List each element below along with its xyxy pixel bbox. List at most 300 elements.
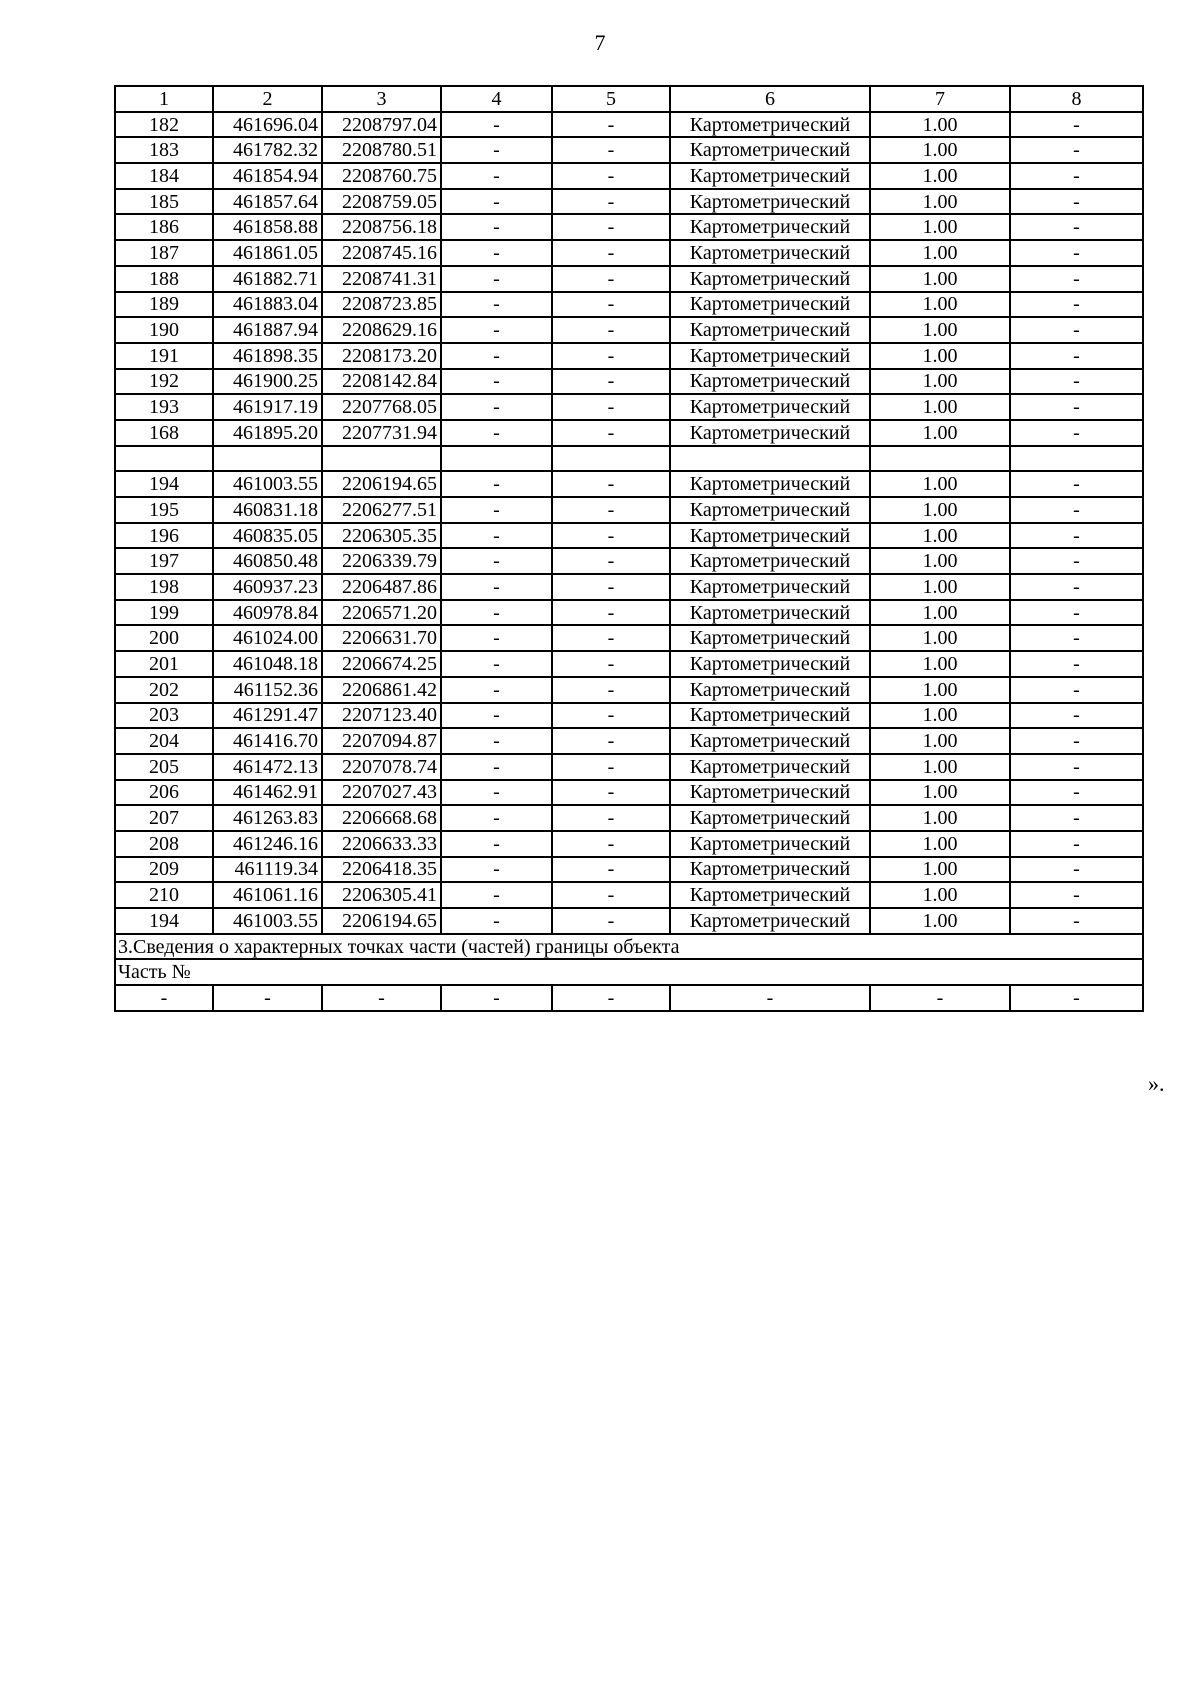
table-cell: 2206631.70 xyxy=(322,625,441,651)
table-cell: - xyxy=(552,497,670,523)
table-cell: 1.00 xyxy=(870,625,1010,651)
table-cell: 191 xyxy=(115,343,213,369)
table-cell: - xyxy=(1010,317,1143,343)
table-cell: 192 xyxy=(115,369,213,395)
table-cell: - xyxy=(1010,754,1143,780)
table-cell: - xyxy=(441,343,552,369)
table-cell: 461263.83 xyxy=(213,805,322,831)
table-cell: - xyxy=(552,189,670,215)
table-cell: - xyxy=(552,985,670,1011)
header-cell: 8 xyxy=(1010,86,1143,112)
table-cell: - xyxy=(441,112,552,138)
table-cell: 189 xyxy=(115,292,213,318)
table-cell: - xyxy=(441,703,552,729)
table-row xyxy=(115,292,1143,318)
table-cell: - xyxy=(552,137,670,163)
table-cell: 2208797.04 xyxy=(322,112,441,138)
table-cell: 186 xyxy=(115,214,213,240)
table-cell: 461462.91 xyxy=(213,780,322,806)
table-cell: 2206861.42 xyxy=(322,677,441,703)
table-cell: Картометрический xyxy=(670,112,870,138)
table-cell: 204 xyxy=(115,728,213,754)
header-cell: 1 xyxy=(115,86,213,112)
table-cell: 187 xyxy=(115,240,213,266)
table-cell: 1.00 xyxy=(870,651,1010,677)
empty-cell xyxy=(1010,446,1143,472)
table-cell: 461696.04 xyxy=(213,112,322,138)
table-cell: Картометрический xyxy=(670,189,870,215)
table-cell: - xyxy=(552,523,670,549)
table-row xyxy=(115,266,1143,292)
table-cell: 2206487.86 xyxy=(322,574,441,600)
table-cell: Картометрический xyxy=(670,523,870,549)
table-cell: 461246.16 xyxy=(213,831,322,857)
table-row xyxy=(115,908,1143,934)
table-cell: 1.00 xyxy=(870,266,1010,292)
table-cell: 1.00 xyxy=(870,831,1010,857)
table-row xyxy=(115,394,1143,420)
table-row xyxy=(115,369,1143,395)
table-cell: 461900.25 xyxy=(213,369,322,395)
table-cell: - xyxy=(1010,728,1143,754)
table-cell: 2207768.05 xyxy=(322,394,441,420)
table-cell: - xyxy=(1010,523,1143,549)
table-cell: 1.00 xyxy=(870,317,1010,343)
table-cell: - xyxy=(441,240,552,266)
table-cell: - xyxy=(552,677,670,703)
table-cell: Картометрический xyxy=(670,471,870,497)
table-cell: 1.00 xyxy=(870,137,1010,163)
table-cell: Картометрический xyxy=(670,625,870,651)
table-cell: Картометрический xyxy=(670,394,870,420)
table-cell: Картометрический xyxy=(670,240,870,266)
table-cell: - xyxy=(441,651,552,677)
table-cell: Картометрический xyxy=(670,214,870,240)
table-cell: 2207731.94 xyxy=(322,420,441,446)
table-cell: Картометрический xyxy=(670,857,870,883)
table-cell: 1.00 xyxy=(870,548,1010,574)
table-cell: 2206305.41 xyxy=(322,882,441,908)
table-cell: 2208142.84 xyxy=(322,369,441,395)
table-cell: 182 xyxy=(115,112,213,138)
closing-quote-mark: ». xyxy=(1148,1071,1165,1096)
table-cell: 1.00 xyxy=(870,471,1010,497)
table-cell: - xyxy=(441,625,552,651)
table-cell: 2208745.16 xyxy=(322,240,441,266)
table-cell: 460831.18 xyxy=(213,497,322,523)
table-cell: - xyxy=(1010,112,1143,138)
table-cell: 461782.32 xyxy=(213,137,322,163)
table-cell: - xyxy=(441,471,552,497)
table-cell: 2208741.31 xyxy=(322,266,441,292)
table-cell: 195 xyxy=(115,497,213,523)
table-cell: 2206339.79 xyxy=(322,548,441,574)
table-cell: - xyxy=(552,240,670,266)
table-cell: - xyxy=(441,985,552,1011)
table-cell: 461024.00 xyxy=(213,625,322,651)
table-cell: - xyxy=(441,600,552,626)
table-cell: 2206194.65 xyxy=(322,471,441,497)
table-cell: Картометрический xyxy=(670,317,870,343)
table-cell: 460835.05 xyxy=(213,523,322,549)
table-cell: 1.00 xyxy=(870,728,1010,754)
table-cell: 460850.48 xyxy=(213,548,322,574)
table-cell: - xyxy=(441,497,552,523)
section-title: 3.Сведения о характерных точках части (частей) границы объекта xyxy=(115,934,1143,960)
table-cell: Картометрический xyxy=(670,163,870,189)
part-row xyxy=(115,985,1143,1011)
table-cell: 2208759.05 xyxy=(322,189,441,215)
empty-cell xyxy=(322,446,441,472)
table-cell: - xyxy=(441,805,552,831)
table-cell: - xyxy=(1010,137,1143,163)
table-cell: 1.00 xyxy=(870,240,1010,266)
table-cell: 461119.34 xyxy=(213,857,322,883)
table-row xyxy=(115,651,1143,677)
table-cell: Картометрический xyxy=(670,497,870,523)
table-cell: 2206674.25 xyxy=(322,651,441,677)
table-cell: - xyxy=(552,805,670,831)
table-cell: - xyxy=(1010,240,1143,266)
empty-cell xyxy=(115,446,213,472)
table-cell: 185 xyxy=(115,189,213,215)
table-cell: 461061.16 xyxy=(213,882,322,908)
table-cell: - xyxy=(441,677,552,703)
table-cell: 1.00 xyxy=(870,497,1010,523)
table-cell: - xyxy=(441,214,552,240)
table-cell: 1.00 xyxy=(870,882,1010,908)
table-cell: 461003.55 xyxy=(213,908,322,934)
table-cell: - xyxy=(552,214,670,240)
table-cell: - xyxy=(441,369,552,395)
table-cell: 1.00 xyxy=(870,754,1010,780)
table-cell: - xyxy=(441,574,552,600)
table-row xyxy=(115,471,1143,497)
table-row xyxy=(115,240,1143,266)
table-cell: 2208760.75 xyxy=(322,163,441,189)
table-cell: - xyxy=(441,394,552,420)
table-cell: 460937.23 xyxy=(213,574,322,600)
table-row xyxy=(115,420,1143,446)
table-row xyxy=(115,857,1143,883)
table-cell: Картометрический xyxy=(670,574,870,600)
table-row xyxy=(115,882,1143,908)
table-cell: - xyxy=(552,857,670,883)
table-cell: Картометрический xyxy=(670,882,870,908)
table-cell: - xyxy=(1010,857,1143,883)
table-cell: 461883.04 xyxy=(213,292,322,318)
table-cell: 202 xyxy=(115,677,213,703)
table-cell: 461152.36 xyxy=(213,677,322,703)
table-cell: 461048.18 xyxy=(213,651,322,677)
table-cell: 1.00 xyxy=(870,600,1010,626)
table-cell: - xyxy=(552,625,670,651)
table-cell: 461472.13 xyxy=(213,754,322,780)
table-cell: 461854.94 xyxy=(213,163,322,189)
table-cell: 1.00 xyxy=(870,214,1010,240)
table-cell: 2207078.74 xyxy=(322,754,441,780)
table-cell: 1.00 xyxy=(870,343,1010,369)
table-cell: - xyxy=(1010,780,1143,806)
table-cell: Картометрический xyxy=(670,908,870,934)
table-cell: - xyxy=(1010,908,1143,934)
table-cell: 461882.71 xyxy=(213,266,322,292)
table-cell: - xyxy=(441,420,552,446)
header-cell: 4 xyxy=(441,86,552,112)
table-row xyxy=(115,754,1143,780)
table-row xyxy=(115,548,1143,574)
page-number: 7 xyxy=(594,30,606,55)
table-cell: - xyxy=(441,857,552,883)
table-cell: - xyxy=(441,882,552,908)
table-cell: 193 xyxy=(115,394,213,420)
table-row xyxy=(115,703,1143,729)
table-cell: 2206668.68 xyxy=(322,805,441,831)
table-cell: - xyxy=(552,292,670,318)
table-cell: - xyxy=(441,163,552,189)
table-cell: 2207094.87 xyxy=(322,728,441,754)
table-cell: 2206305.35 xyxy=(322,523,441,549)
table-cell: Картометрический xyxy=(670,420,870,446)
header-cell: 6 xyxy=(670,86,870,112)
table-cell: 168 xyxy=(115,420,213,446)
header-cell: 7 xyxy=(870,86,1010,112)
part-label-row xyxy=(115,959,1143,985)
table-cell: - xyxy=(1010,163,1143,189)
table-cell: 210 xyxy=(115,882,213,908)
table-cell: - xyxy=(552,574,670,600)
table-cell: - xyxy=(1010,420,1143,446)
header-cell: 2 xyxy=(213,86,322,112)
table-cell: - xyxy=(1010,703,1143,729)
table-cell: - xyxy=(552,728,670,754)
table-cell: 2207123.40 xyxy=(322,703,441,729)
table-cell: 1.00 xyxy=(870,908,1010,934)
table-cell: 209 xyxy=(115,857,213,883)
table-cell: - xyxy=(1010,343,1143,369)
table-cell: - xyxy=(1010,471,1143,497)
table-cell: - xyxy=(441,189,552,215)
section-title-row xyxy=(115,934,1143,960)
table-cell: - xyxy=(552,369,670,395)
table-cell: - xyxy=(441,754,552,780)
table-cell: - xyxy=(1010,394,1143,420)
header-cell: 5 xyxy=(552,86,670,112)
table-cell: - xyxy=(441,317,552,343)
table-cell: 2208173.20 xyxy=(322,343,441,369)
table-cell: - xyxy=(552,780,670,806)
table-cell: - xyxy=(1010,266,1143,292)
table-cell: 188 xyxy=(115,266,213,292)
table-cell: - xyxy=(441,728,552,754)
table-cell: 197 xyxy=(115,548,213,574)
table-cell: - xyxy=(115,985,213,1011)
table-cell: Картометрический xyxy=(670,728,870,754)
table-cell: - xyxy=(1010,805,1143,831)
table-cell: Картометрический xyxy=(670,369,870,395)
table-cell: - xyxy=(1010,189,1143,215)
table-cell: - xyxy=(552,548,670,574)
table-cell: 2206633.33 xyxy=(322,831,441,857)
table-cell: - xyxy=(552,471,670,497)
table-cell: - xyxy=(441,292,552,318)
table-cell: - xyxy=(1010,625,1143,651)
table-cell: 2206277.51 xyxy=(322,497,441,523)
table-row xyxy=(115,625,1143,651)
table-cell: - xyxy=(1010,651,1143,677)
table-cell: 1.00 xyxy=(870,857,1010,883)
table-cell: - xyxy=(441,908,552,934)
table-cell: - xyxy=(441,523,552,549)
table-cell: - xyxy=(552,266,670,292)
table-row xyxy=(115,780,1143,806)
table-cell: 201 xyxy=(115,651,213,677)
table-cell: 190 xyxy=(115,317,213,343)
table-cell: - xyxy=(213,985,322,1011)
table-cell: - xyxy=(1010,214,1143,240)
table-cell: 461857.64 xyxy=(213,189,322,215)
table-cell: - xyxy=(441,831,552,857)
table-cell: 461858.88 xyxy=(213,214,322,240)
table-cell: Картометрический xyxy=(670,677,870,703)
table-row xyxy=(115,728,1143,754)
table-cell: 1.00 xyxy=(870,677,1010,703)
table-cell: - xyxy=(552,317,670,343)
table-cell: - xyxy=(441,548,552,574)
table-row xyxy=(115,189,1143,215)
table-cell: - xyxy=(552,112,670,138)
table-cell: Картометрический xyxy=(670,266,870,292)
table-cell: - xyxy=(870,985,1010,1011)
table-cell: - xyxy=(552,882,670,908)
table-cell: 206 xyxy=(115,780,213,806)
table-cell: 1.00 xyxy=(870,189,1010,215)
table-cell: - xyxy=(1010,985,1143,1011)
table-cell: Картометрический xyxy=(670,805,870,831)
table-row xyxy=(115,214,1143,240)
table-cell: 1.00 xyxy=(870,292,1010,318)
table-row xyxy=(115,805,1143,831)
table-cell: 461416.70 xyxy=(213,728,322,754)
table-cell: 2208756.18 xyxy=(322,214,441,240)
table-cell: 1.00 xyxy=(870,780,1010,806)
coordinates-table xyxy=(114,85,1144,1012)
table-cell: - xyxy=(1010,369,1143,395)
table-cell: Картометрический xyxy=(670,651,870,677)
table-cell: 1.00 xyxy=(870,523,1010,549)
table-cell: - xyxy=(552,831,670,857)
table-row xyxy=(115,317,1143,343)
table-cell: - xyxy=(1010,497,1143,523)
empty-cell xyxy=(870,446,1010,472)
table-cell: - xyxy=(1010,677,1143,703)
table-cell: 184 xyxy=(115,163,213,189)
table-cell: 2206418.35 xyxy=(322,857,441,883)
table-row xyxy=(115,677,1143,703)
table-row xyxy=(115,497,1143,523)
table-cell: Картометрический xyxy=(670,292,870,318)
table-cell: 1.00 xyxy=(870,420,1010,446)
empty-cell xyxy=(213,446,322,472)
header-row xyxy=(115,86,1143,112)
table-cell: 1.00 xyxy=(870,574,1010,600)
table-cell: Картометрический xyxy=(670,831,870,857)
table-cell: - xyxy=(1010,292,1143,318)
table-row xyxy=(115,137,1143,163)
table-cell: 460978.84 xyxy=(213,600,322,626)
table-cell: Картометрический xyxy=(670,754,870,780)
table-cell: - xyxy=(1010,831,1143,857)
table-cell: - xyxy=(670,985,870,1011)
table-cell: 199 xyxy=(115,600,213,626)
empty-cell xyxy=(441,446,552,472)
table-cell: 194 xyxy=(115,471,213,497)
table-cell: - xyxy=(552,394,670,420)
table-cell: - xyxy=(552,163,670,189)
table-cell: 205 xyxy=(115,754,213,780)
table-cell: 198 xyxy=(115,574,213,600)
table-cell: - xyxy=(1010,600,1143,626)
table-cell: 2208723.85 xyxy=(322,292,441,318)
table-row xyxy=(115,523,1143,549)
part-label: Часть № xyxy=(115,959,1143,985)
empty-cell xyxy=(552,446,670,472)
table-row xyxy=(115,574,1143,600)
table-cell: - xyxy=(552,420,670,446)
table-cell: - xyxy=(552,703,670,729)
table-cell: 208 xyxy=(115,831,213,857)
table-cell: 2208780.51 xyxy=(322,137,441,163)
table-cell: Картометрический xyxy=(670,343,870,369)
table-cell: Картометрический xyxy=(670,600,870,626)
table-cell: 2206194.65 xyxy=(322,908,441,934)
table-cell: - xyxy=(552,651,670,677)
table-cell: - xyxy=(441,780,552,806)
table-cell: 1.00 xyxy=(870,703,1010,729)
table-cell: 200 xyxy=(115,625,213,651)
table-cell: 2207027.43 xyxy=(322,780,441,806)
table-cell: - xyxy=(441,137,552,163)
empty-cell xyxy=(670,446,870,472)
table-cell: 2208629.16 xyxy=(322,317,441,343)
table-cell: 461291.47 xyxy=(213,703,322,729)
table-row xyxy=(115,600,1143,626)
table-cell: 461003.55 xyxy=(213,471,322,497)
table-body xyxy=(115,86,1143,1011)
table-cell: - xyxy=(441,266,552,292)
separator-row xyxy=(115,446,1143,472)
table-row xyxy=(115,112,1143,138)
table-cell: - xyxy=(552,754,670,780)
table-cell: - xyxy=(322,985,441,1011)
table-cell: 183 xyxy=(115,137,213,163)
table-cell: 1.00 xyxy=(870,805,1010,831)
table-cell: - xyxy=(1010,574,1143,600)
table-cell: - xyxy=(1010,548,1143,574)
table-cell: 194 xyxy=(115,908,213,934)
table-cell: 2206571.20 xyxy=(322,600,441,626)
table-cell: 207 xyxy=(115,805,213,831)
table-cell: 1.00 xyxy=(870,112,1010,138)
table-cell: 203 xyxy=(115,703,213,729)
table-cell: 1.00 xyxy=(870,394,1010,420)
table-cell: - xyxy=(552,343,670,369)
table-cell: 461898.35 xyxy=(213,343,322,369)
table-row xyxy=(115,163,1143,189)
table-cell: Картометрический xyxy=(670,137,870,163)
table-cell: 1.00 xyxy=(870,163,1010,189)
table-cell: 461887.94 xyxy=(213,317,322,343)
